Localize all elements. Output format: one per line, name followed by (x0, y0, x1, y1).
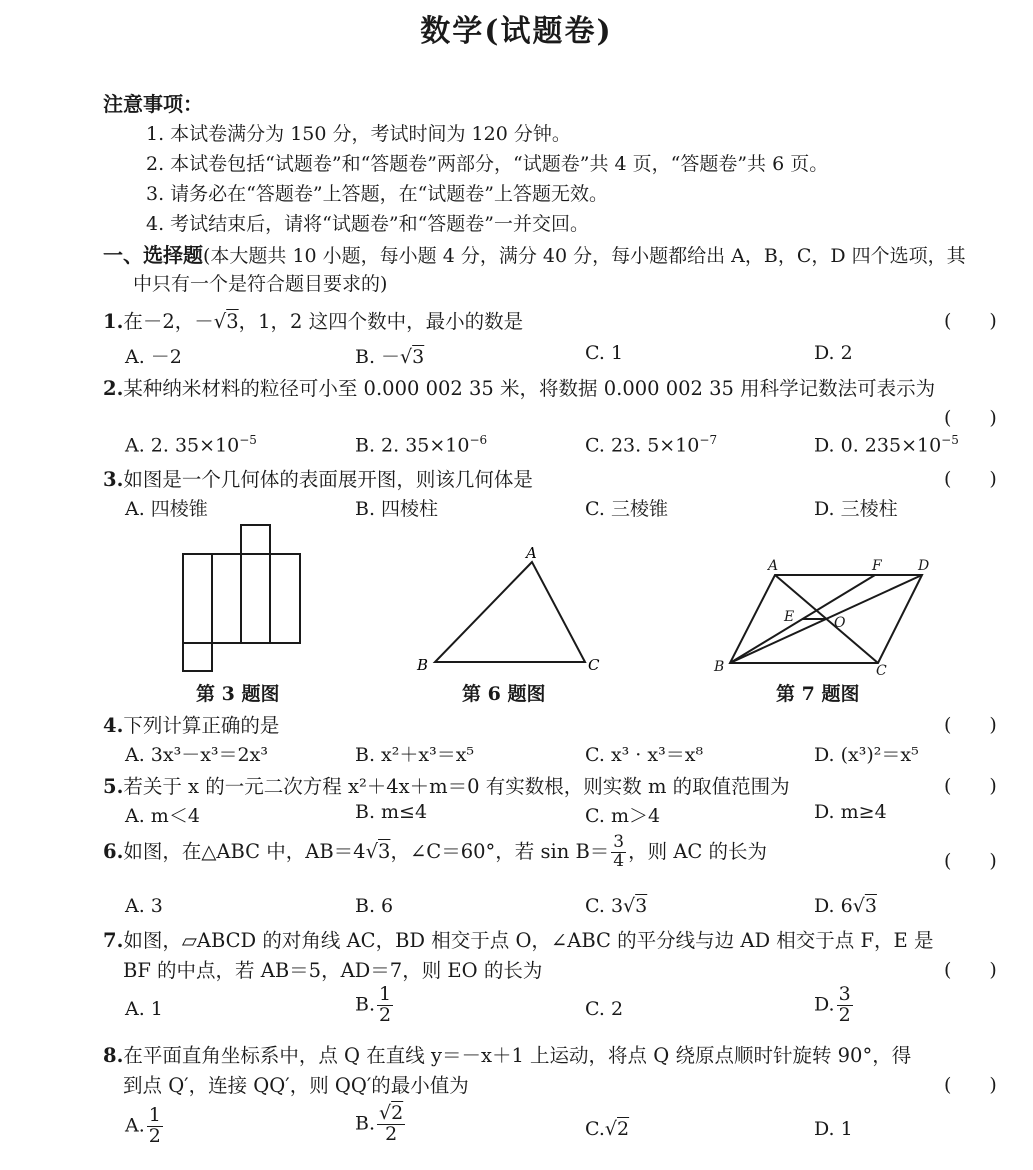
answer-paren-2: ( ) (944, 407, 997, 429)
fraction-denominator: 4 (613, 850, 625, 871)
question-number: 6. (103, 839, 124, 863)
question-number: 2. (103, 377, 124, 400)
question-number: 5. (103, 775, 124, 798)
question-4-stem (103, 710, 279, 738)
q2-d-exp: −5 (941, 433, 959, 447)
figure-3-net (176, 520, 306, 675)
point-f-label: F (872, 558, 882, 574)
q6-option-c: C. 3√3 (585, 895, 648, 917)
fraction-numerator: 1 (379, 983, 392, 1005)
q8-a-fraction (147, 1106, 163, 1147)
page-title: 数学(试题卷) (420, 14, 613, 49)
q3-text: 如图是一个几何体的表面展开图，则该几何体是 (123, 468, 533, 491)
q1-option-d: D. 2 (814, 342, 853, 364)
q4-option-b: B. x²＋x³＝x⁵ (355, 744, 475, 766)
vertex-a-label: A (768, 558, 779, 574)
q8-option-b (355, 1104, 407, 1145)
q1-pre: 在－2，－ (123, 310, 214, 333)
q1-b-pre: B. － (355, 346, 401, 368)
q3-option-b: B. 四棱柱 (355, 498, 439, 520)
q7-d-fraction (837, 985, 853, 1026)
q4-text: 下列计算正确的是 (123, 714, 280, 737)
fraction-numerator: 1 (148, 1104, 161, 1126)
figure-7-caption: 第 7 题图 (776, 683, 860, 705)
point-e-label: E (784, 609, 795, 625)
q6-c-radicand: 3 (635, 895, 648, 917)
fraction-denominator: 2 (379, 1003, 392, 1026)
question-7-stem (103, 925, 933, 953)
question-1-stem: 1.在－2，－√3，1，2 这四个数中，最小的数是 (103, 310, 524, 333)
q4-option-a: A. 3x³－x³＝2x³ (125, 744, 268, 766)
answer-paren-5: ( ) (944, 775, 997, 797)
q8-c-pre: C. (585, 1118, 605, 1140)
q2-c-base: C. 23. 5×10 (585, 434, 700, 457)
question-number: 7. (103, 929, 124, 952)
q8-line2: 到点 Q′，连接 QQ′，则 QQ′的最小值为 (123, 1074, 469, 1097)
section-desc-1: (本大题共 10 小题，每小题 4 分，满分 40 分，每小题都给出 A，B，C，D 四个选项，其 (203, 245, 966, 267)
q7-b-pre: B. (355, 993, 376, 1016)
q7-option-d (814, 985, 855, 1026)
q7-option-a: A. 1 (125, 998, 163, 1020)
q6-pre: 如图，在△ABC 中，AB＝4 (123, 839, 366, 863)
fraction-denominator: 2 (385, 1122, 398, 1145)
q1-option-c: C. 1 (585, 342, 624, 364)
fraction-denominator: 2 (148, 1124, 161, 1147)
question-5-stem (103, 771, 790, 799)
vertex-c-label: C (588, 656, 600, 674)
q1-option-b: B. －√3 (355, 346, 425, 368)
q1-post: ，1，2 这四个数中，最小的数是 (238, 310, 524, 333)
q4-option-c: C. x³ · x³＝x⁸ (585, 744, 704, 766)
q2-a-exp: −5 (239, 433, 257, 447)
q2-option-a (125, 433, 257, 456)
net-bottom-face (183, 643, 212, 671)
q3-option-d: D. 三棱柱 (814, 498, 898, 520)
question-3-stem (103, 464, 533, 492)
q2-d-base: D. 0. 235×10 (814, 434, 942, 457)
q6-option-a: A. 3 (125, 895, 163, 917)
q8-option-a (125, 1106, 165, 1147)
question-number: 1. (103, 310, 124, 333)
triangle-abc (435, 562, 585, 662)
q5-text: 若关于 x 的一元二次方程 x²＋4x＋m＝0 有实数根，则实数 m 的取值范围为 (123, 775, 790, 798)
notice-heading: 注意事项： (103, 92, 203, 116)
answer-paren-1: ( ) (944, 310, 997, 332)
vertex-a-label: A (526, 544, 537, 562)
answer-paren-7: ( ) (944, 959, 997, 981)
q6-radicand: 3 (378, 839, 391, 863)
q8-option-c: C.√2 (585, 1118, 630, 1140)
question-number: 8. (103, 1044, 124, 1067)
vertex-d-label: D (918, 558, 930, 574)
section-label: 一、选择题 (103, 243, 203, 267)
notice-item-1: 1. 本试卷满分为 150 分，考试时间为 120 分钟。 (146, 123, 571, 145)
q2-b-exp: −6 (469, 433, 488, 447)
question-2-stem (103, 373, 935, 401)
q5-option-c: C. m＞4 (585, 805, 661, 827)
q6-option-b: B. 6 (355, 895, 394, 917)
q1-radicand: 3 (226, 310, 239, 333)
q2-option-c (585, 433, 717, 456)
vertex-b-label: B (417, 656, 429, 674)
section-desc-2: 中只有一个是符合题目要求的) (133, 273, 388, 295)
notice-item-3: 3. 请务必在“答题卷”上答题，在“试题卷”上答题无效。 (146, 183, 609, 205)
q8-line1: 在平面直角坐标系中，点 Q 在直线 y＝－x＋1 上运动，将点 Q 绕原点顺时针旋转 90°，得 (123, 1044, 912, 1067)
vertex-c-label: C (876, 663, 887, 678)
q7-option-b (355, 985, 395, 1026)
q6-fraction (611, 834, 626, 871)
figure-6-triangle (412, 540, 612, 675)
question-number: 3. (103, 468, 124, 491)
q5-option-a: A. m＜4 (125, 805, 200, 827)
q8-a-pre: A. (125, 1114, 145, 1137)
q2-option-d (814, 433, 959, 456)
q8-b-radicand: 2 (391, 1102, 404, 1124)
question-8-stem (103, 1040, 911, 1068)
q8-c-radicand: 2 (617, 1118, 630, 1140)
q1-b-radicand: 3 (412, 346, 425, 368)
q7-b-fraction (377, 985, 393, 1026)
q6-d-radicand: 3 (864, 895, 877, 917)
q7-d-pre: D. (814, 993, 835, 1016)
q4-option-d: D. (x³)²＝x⁵ (814, 744, 919, 766)
fraction-numerator: √2 (379, 1102, 404, 1124)
q3-option-a: A. 四棱锥 (125, 498, 208, 520)
q5-option-b: B. m≤4 (355, 801, 428, 823)
q2-text: 某种纳米材料的粒径可小至 0.000 002 35 米，将数据 0.000 002 35 用科学记数法可表示为 (123, 377, 936, 400)
q6-d-pre: D. 6 (814, 895, 853, 917)
answer-paren-3: ( ) (944, 468, 997, 490)
q6-post: ，则 AC 的长为 (628, 839, 768, 863)
q6-c-pre: C. 3 (585, 895, 624, 917)
q8-b-pre: B. (355, 1112, 376, 1135)
q2-c-exp: −7 (699, 433, 718, 447)
q2-b-base: B. 2. 35×10 (355, 434, 470, 457)
fraction-numerator: 3 (613, 832, 625, 852)
q7-option-c: C. 2 (585, 998, 624, 1020)
figure-3-caption: 第 3 题图 (196, 683, 280, 705)
point-o-label: O (834, 615, 846, 631)
section-heading (103, 239, 966, 268)
vertex-b-label: B (714, 659, 725, 675)
q7-line2: BF 的中点，若 AB＝5，AD＝7，则 EO 的长为 (123, 959, 543, 982)
q1-option-a: A. －2 (125, 346, 182, 368)
figure-6-caption: 第 6 题图 (462, 683, 546, 705)
q8-b-fraction (377, 1104, 405, 1145)
fraction-numerator: 3 (838, 983, 851, 1005)
net-top-face (241, 525, 270, 554)
answer-paren-8: ( ) (944, 1074, 997, 1096)
question-number: 4. (103, 714, 124, 737)
notice-item-4: 4. 考试结束后，请将“试题卷”和“答题卷”一并交回。 (146, 213, 590, 235)
answer-paren-4: ( ) (944, 714, 997, 736)
fraction-denominator: 2 (838, 1003, 851, 1026)
notice-item-2: 2. 本试卷包括“试题卷”和“答题卷”两部分，“试题卷”共 4 页，“答题卷”共 6 页。 (146, 153, 829, 175)
q6-mid: ，∠C＝60°，若 sin B＝ (390, 839, 610, 863)
figure-7-parallelogram (710, 553, 950, 678)
q3-option-c: C. 三棱锥 (585, 498, 668, 520)
answer-paren-6: ( ) (944, 850, 997, 872)
q2-option-b (355, 433, 487, 456)
q5-option-d: D. m≥4 (814, 801, 887, 823)
q6-option-d: D. 6√3 (814, 895, 877, 917)
q2-a-base: A. 2. 35×10 (125, 434, 240, 457)
question-6-stem: 6.如图，在△ABC 中，AB＝4√3，∠C＝60°，若 sin B＝ $\frac{3}{4}$ ，则 AC 的长为 (103, 832, 768, 871)
q7-line1: 如图，▱ABCD 的对角线 AC，BD 相交于点 O，∠ABC 的平分线与边 AD 相交于点 F，E 是 (123, 929, 934, 952)
q8-option-d: D. 1 (814, 1118, 853, 1140)
